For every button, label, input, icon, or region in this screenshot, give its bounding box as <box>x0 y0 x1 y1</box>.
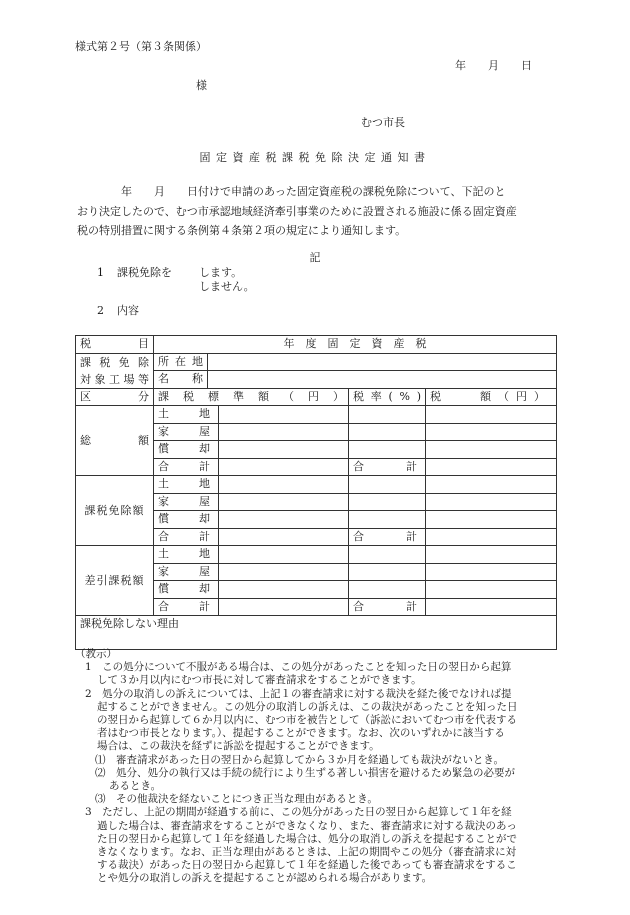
row-label <box>154 441 219 459</box>
tax-amount-cell[interactable] <box>426 493 557 511</box>
name-label <box>154 371 208 389</box>
notice-heading: （教示） <box>75 648 117 660</box>
char: 屋 <box>199 424 210 438</box>
rate-cell[interactable] <box>349 406 426 424</box>
base-amount-cell[interactable] <box>219 493 349 511</box>
body-text <box>77 182 557 241</box>
target-label <box>76 353 154 388</box>
rate-cell <box>349 598 426 616</box>
tax-amount-cell[interactable] <box>426 546 557 564</box>
base-amount-cell[interactable] <box>219 528 349 546</box>
notice-line: きなくなります。なお、正当な理由があるときは、上記の期間やこの処分（審査請求に対 <box>97 846 517 859</box>
char: 家 <box>158 564 169 578</box>
char: 合 <box>158 599 169 613</box>
char: 工 <box>109 372 120 386</box>
char: 免 <box>118 355 130 369</box>
char: 合 <box>353 459 364 473</box>
char: 合 <box>158 529 169 543</box>
notice-line: とや処分の取消しの訴えを提起することが認められる場合があります。 <box>97 872 433 885</box>
char: 分 <box>138 389 149 403</box>
notice-line: 1 この処分について不服がある場合は、この処分があったことを知った日の翌日から起算 <box>85 661 512 674</box>
item-1-options <box>199 266 255 294</box>
row-label <box>154 406 219 424</box>
notice-line: あるとき。 <box>109 780 162 793</box>
ki-heading: 記 <box>309 251 321 264</box>
rate-cell[interactable] <box>349 511 426 529</box>
base-amount-cell[interactable] <box>219 563 349 581</box>
base-amount-cell[interactable] <box>219 511 349 529</box>
char: 償 <box>158 442 169 456</box>
char: % <box>399 389 410 403</box>
item-1-number: 1 <box>97 266 104 279</box>
char: ） <box>333 389 344 403</box>
date-day: 日 <box>521 59 532 72</box>
base-amount-cell[interactable] <box>219 598 349 616</box>
table-row <box>76 406 557 424</box>
char: 所 <box>158 354 169 368</box>
char: 総 <box>80 433 91 447</box>
option-approve: します。 <box>199 266 243 279</box>
option-deny: しません。 <box>199 280 255 293</box>
row-label <box>154 563 219 581</box>
rate-cell[interactable] <box>349 581 426 599</box>
notice-line: 場合は、この裁決を経ずに訴訟を提起することができます。 <box>97 740 380 753</box>
item-2-label: 内容 <box>117 304 139 317</box>
location-label <box>154 353 208 371</box>
row-reason <box>76 616 557 650</box>
rate-cell[interactable] <box>349 493 426 511</box>
item-1-label: 課税免除を <box>117 266 172 279</box>
char: 在 <box>175 354 186 368</box>
char: 償 <box>158 512 169 526</box>
char: 合 <box>158 459 169 473</box>
row-label <box>154 528 219 546</box>
char: ) <box>416 389 421 403</box>
char: 償 <box>158 582 169 596</box>
base-amount-cell[interactable] <box>219 441 349 459</box>
char: 家 <box>158 424 169 438</box>
char: 計 <box>406 599 417 613</box>
table-row <box>76 546 557 564</box>
table-row <box>76 476 557 494</box>
row-label <box>154 581 219 599</box>
notice-line: ⑶ その他裁決を経ないことにつき正当な理由があるとき。 <box>95 793 378 806</box>
row-label <box>154 598 219 616</box>
char: 税 <box>430 389 441 403</box>
char: 等 <box>138 372 149 386</box>
char: 土 <box>158 477 169 491</box>
base-amount-cell[interactable] <box>219 458 349 476</box>
char: 土 <box>158 547 169 561</box>
char: 家 <box>158 494 169 508</box>
col-tax-header <box>426 388 557 406</box>
notice-line: 2 処分の取消しの訴えについては、上記１の審査請求に対する裁決を経た後でなければ提 <box>85 687 512 700</box>
tax-amount-cell[interactable] <box>426 423 557 441</box>
char: ( <box>388 389 393 403</box>
row-location <box>76 353 557 371</box>
row-label <box>154 423 219 441</box>
tax-amount-cell[interactable] <box>426 406 557 424</box>
notice-line: 3 ただし、上記の期間が経過する前に、この処分があった日の翌日から起算して１年を経 <box>85 806 512 819</box>
body-line: おり決定したので、むつ市承認地域経済牽引事業のために設置される施設に係る固定資産 <box>77 204 517 218</box>
notice-line: ⑵ 処分、処分の執行又は手続の続行により生ずる著しい損害を避けるため緊急の必要が <box>95 766 515 779</box>
char-group: 額（円） <box>480 389 553 403</box>
char: 税 <box>183 389 194 403</box>
char: 屋 <box>199 494 210 508</box>
char: 土 <box>158 407 169 421</box>
char: 計 <box>199 599 210 613</box>
char: 屋 <box>199 564 210 578</box>
group-label-text: 課税免除額 <box>84 503 145 517</box>
item-2 <box>97 302 139 318</box>
char: 地 <box>192 354 203 368</box>
char: 地 <box>199 477 210 491</box>
category-label <box>76 388 154 406</box>
document-title: 固定資産税課税免除決定通知書 <box>199 151 431 164</box>
tax-amount-cell[interactable] <box>426 581 557 599</box>
tax-item-value: 年 度 固 定 資 産 税 <box>154 336 557 354</box>
rate-cell[interactable] <box>349 546 426 564</box>
reason-label: 課税免除しない理由 <box>80 617 179 630</box>
char: 却 <box>199 512 210 526</box>
char: 名 <box>158 372 169 386</box>
body-line: 税の特別措置に関する条例第４条第２項の規定により通知します。 <box>77 224 407 237</box>
issuer: むつ市長 <box>361 116 405 129</box>
char: 率 <box>370 389 382 403</box>
base-amount-cell[interactable] <box>219 546 349 564</box>
char: 場 <box>123 372 135 386</box>
row-label <box>154 493 219 511</box>
notice-line: た日の翌日から起算して１年を経過した場合は、処分の取消しの訴えを提起することがで <box>97 832 517 845</box>
notice-line: 者はむつ市長となります。）、提起することができます。なお、次のいずれかに該当する <box>97 727 505 740</box>
char: 対 <box>80 372 91 386</box>
tax-amount-cell[interactable] <box>426 511 557 529</box>
notice-line: して３か月以内にむつ市長に対して審査請求をすることができます。 <box>97 674 422 687</box>
base-amount-cell[interactable] <box>219 406 349 424</box>
char: 称 <box>192 372 203 386</box>
char: 除 <box>137 355 149 369</box>
char: 地 <box>199 547 210 561</box>
date-month: 月 <box>488 59 499 72</box>
char: 計 <box>199 529 210 543</box>
date-line <box>455 57 532 73</box>
group-label <box>76 476 154 546</box>
group-label-text: 差引課税額 <box>84 573 145 587</box>
char: （ <box>283 389 294 403</box>
base-amount-cell[interactable] <box>219 423 349 441</box>
notice-line: する裁決）があった日の翌日から起算して１年を経過した後であっても審査請求をするこ <box>97 859 517 872</box>
char: 課 <box>158 389 169 403</box>
char: 標 <box>208 389 219 403</box>
char: 税 <box>99 355 111 369</box>
tax-amount-cell[interactable] <box>426 563 557 581</box>
notice-line: 過した場合は、審査請求をすることができなくなり、また、審査請求に対する裁決のあっ <box>97 819 517 832</box>
char: 税 <box>353 389 364 403</box>
notice-section <box>75 648 565 886</box>
char: 合 <box>353 599 364 613</box>
row-label <box>154 546 219 564</box>
char: 区 <box>80 389 91 403</box>
name-value[interactable] <box>208 371 557 389</box>
form-number: 様式第２号（第３条関係） <box>75 40 207 53</box>
tax-amount-cell[interactable] <box>426 441 557 459</box>
notice-line: ⑴ 審査請求があった日の翌日から起算してから３か月を経過しても裁決がないとき。 <box>95 753 504 766</box>
char: 円 <box>308 389 319 403</box>
rate-cell[interactable] <box>349 476 426 494</box>
char: 却 <box>199 582 210 596</box>
body-line: 年 月 日付けで申請のあった固定資産税の課税免除について、下記のと <box>77 185 506 198</box>
row-category-header <box>76 388 557 406</box>
char: 準 <box>233 389 244 403</box>
char: 地 <box>199 407 210 421</box>
addressee: 様 <box>196 79 207 92</box>
base-amount-cell[interactable] <box>219 476 349 494</box>
rate-cell <box>349 458 426 476</box>
base-amount-cell[interactable] <box>219 581 349 599</box>
tax-amount-cell[interactable] <box>426 458 557 476</box>
col-rate-header <box>349 388 426 406</box>
char: 額 <box>258 389 269 403</box>
char: 計 <box>406 459 417 473</box>
row-label <box>154 458 219 476</box>
tax-amount-cell[interactable] <box>426 598 557 616</box>
row-tax-item <box>76 336 557 354</box>
group-label <box>76 406 154 476</box>
rate-cell[interactable] <box>349 563 426 581</box>
char: 額 <box>138 433 149 447</box>
rate-cell[interactable] <box>349 423 426 441</box>
item-1 <box>97 266 255 294</box>
char: 却 <box>199 442 210 456</box>
notice-line: の翌日から起算して６か月以内に、むつ市を被告として（訴訟においてむつ市を代表する <box>97 714 517 727</box>
tax-amount-cell[interactable] <box>426 528 557 546</box>
col-base-header <box>154 388 349 406</box>
char: 合 <box>353 529 364 543</box>
tax-amount-cell[interactable] <box>426 476 557 494</box>
rate-cell[interactable] <box>349 441 426 459</box>
char: 象 <box>94 372 106 386</box>
char: 目 <box>138 337 149 351</box>
char: 計 <box>406 529 417 543</box>
reason-cell[interactable] <box>76 616 557 650</box>
row-label <box>154 511 219 529</box>
group-label <box>76 546 154 616</box>
char: 税 <box>80 337 91 351</box>
char: 計 <box>199 459 210 473</box>
row-label <box>154 476 219 494</box>
location-value[interactable] <box>208 353 557 371</box>
char: 課 <box>80 355 91 369</box>
rate-cell <box>349 528 426 546</box>
date-year: 年 <box>455 59 466 72</box>
tax-item-label <box>76 336 154 354</box>
notice-line: 起することができません。この処分の取消しの訴えは、この裁決があったことを知った日 <box>97 700 518 713</box>
item-2-number: 2 <box>97 304 104 317</box>
tax-table <box>75 335 557 650</box>
